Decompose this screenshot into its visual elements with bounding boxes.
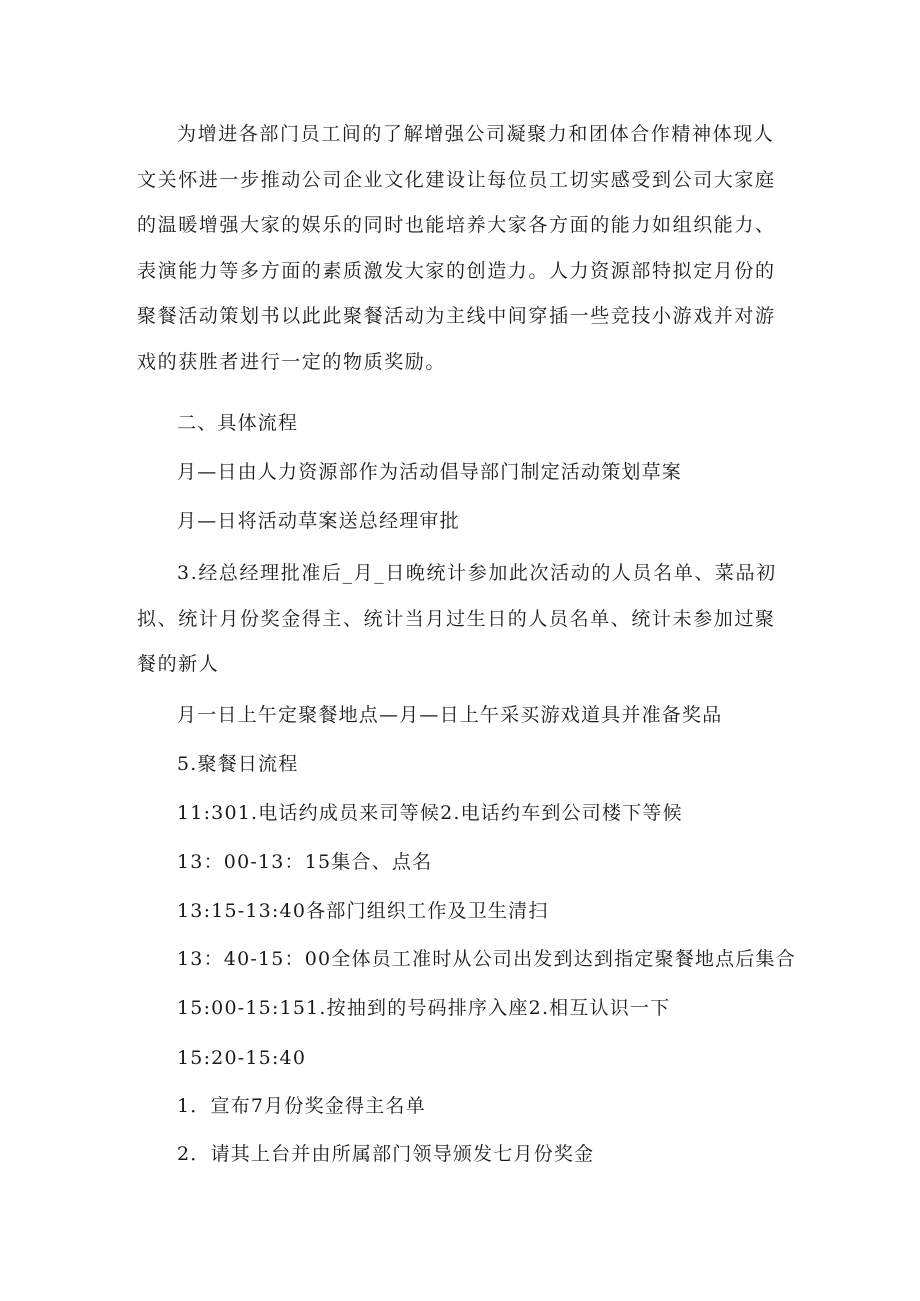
step-2: 月—日将活动草案送总经理审批 (177, 510, 460, 532)
section-heading: 二、具体流程 (177, 412, 299, 434)
sub-item: 2．请其上台并由所属部门领导颁发七月份奖金 (177, 1143, 595, 1165)
sub-item: 1．宣布7月份奖金得主名单 (177, 1095, 426, 1117)
step-4: 月一日上午定聚餐地点—月—日上午采买游戏道具并准备奖品 (177, 704, 723, 726)
schedule-item: 15:20-15:40 (177, 1047, 307, 1069)
schedule-item: 15:00-15:151.按抽到的号码排序入座2.相互认识一下 (177, 997, 671, 1019)
intro-paragraph: 为增进各部门员工间的了解增强公司凝聚力和团体合作精神体现人文关怀进一步推动公司企业文化建设让每位员工切实感受到公司大家庭的温暖增强大家的娱乐的同时也能培养大家各方面的能力如组织能力、表演能力等多方面的素质激发大家的创造力。人力资源部特拟定月份的聚餐活动策划书以此此聚餐活动为主线中间穿插一些竞技小游戏并对游戏的获胜者进行一定的物质奖励。 (137, 123, 776, 373)
schedule-item: 13:15-13:40各部门组织工作及卫生清扫 (177, 900, 549, 922)
step-5: 5.聚餐日流程 (177, 753, 299, 775)
step-3: 3.经总经理批准后_月_日晚统计参加此次活动的人员名单、菜品初拟、统计月份奖金得主、统计当月过生日的人员名单、统计未参加过聚餐的新人 (137, 562, 777, 675)
schedule-item: 13：00-13：15集合、点名 (177, 851, 433, 873)
step-1: 月—日由人力资源部作为活动倡导部门制定活动策划草案 (177, 461, 683, 483)
schedule-item: 11:301.电话约成员来司等候2.电话约车到公司楼下等候 (177, 802, 683, 824)
schedule-item: 13：40-15：00全体员工准时从公司出发到达到指定聚餐地点后集合 (177, 948, 796, 970)
